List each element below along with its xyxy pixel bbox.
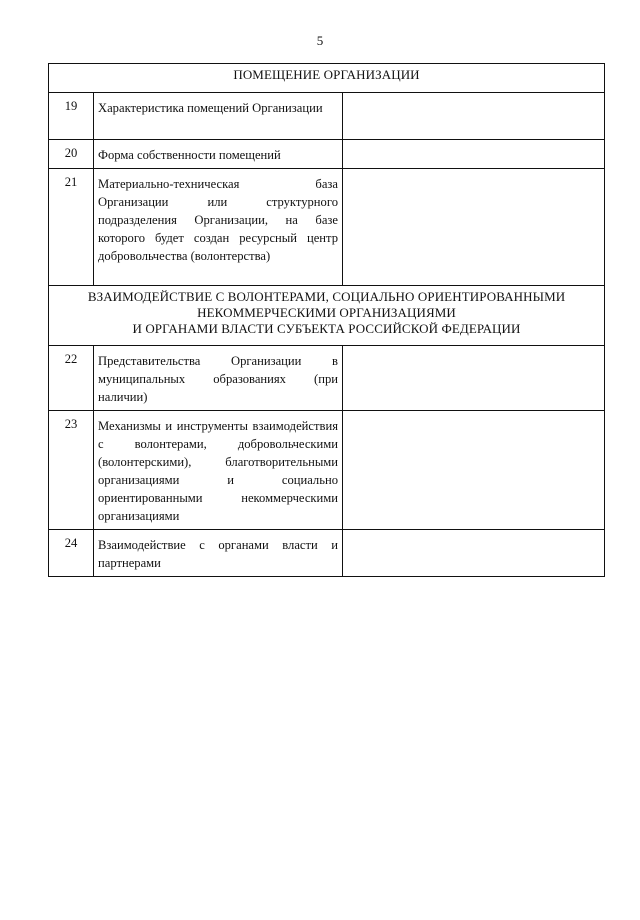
section-title-line: ПОМЕЩЕНИЕ ОРГАНИЗАЦИИ	[233, 67, 420, 82]
value-cell[interactable]	[343, 530, 605, 577]
page-number: 5	[316, 33, 324, 48]
row-label: Механизмы и инструменты взаимодействия с волонтерами, добровольческими (волонтерскими), благотворительными организациями и социально ориентированными некоммерческими организациями	[94, 411, 343, 530]
value-cell[interactable]	[343, 346, 605, 411]
row-label: Взаимодействие с органами власти и партнерами	[94, 530, 343, 577]
row-number: 20	[49, 140, 94, 169]
row-number: 24	[49, 530, 94, 577]
row-label: Представительства Организации в муниципальных образованиях (при наличии)	[94, 346, 343, 411]
table-row	[49, 530, 605, 577]
section-title	[49, 286, 605, 346]
value-cell[interactable]	[343, 93, 605, 140]
row-label: Материально-техническая база Организации или структурного подразделения Организации, на базе которого будет создан ресурсный центр добровольчества (волонтерства)	[94, 169, 343, 286]
form-table	[48, 63, 605, 577]
row-label: Форма собственности помещений	[94, 140, 343, 169]
table-row	[49, 140, 605, 169]
table-row	[49, 169, 605, 286]
value-cell[interactable]	[343, 411, 605, 530]
table-row	[49, 411, 605, 530]
table-row	[49, 346, 605, 411]
value-cell[interactable]	[343, 140, 605, 169]
value-cell[interactable]	[343, 169, 605, 286]
section-header-interaction	[49, 286, 605, 346]
row-number: 23	[49, 411, 94, 530]
section-title-line: И ОРГАНАМИ ВЛАСТИ СУБЪЕКТА РОССИЙСКОЙ ФЕДЕРАЦИИ	[132, 321, 521, 336]
section-title-line: НЕКОММЕРЧЕСКИМИ ОРГАНИЗАЦИЯМИ	[197, 305, 456, 320]
row-number: 19	[49, 93, 94, 140]
row-label: Характеристика помещений Организации	[94, 93, 343, 140]
section-title-line: ВЗАИМОДЕЙСТВИЕ С ВОЛОНТЕРАМИ, СОЦИАЛЬНО ОРИЕНТИРОВАННЫМИ	[87, 289, 566, 304]
table-row	[49, 93, 605, 140]
row-number: 21	[49, 169, 94, 286]
section-header-premises	[49, 64, 605, 93]
section-title	[49, 64, 605, 93]
row-number: 22	[49, 346, 94, 411]
